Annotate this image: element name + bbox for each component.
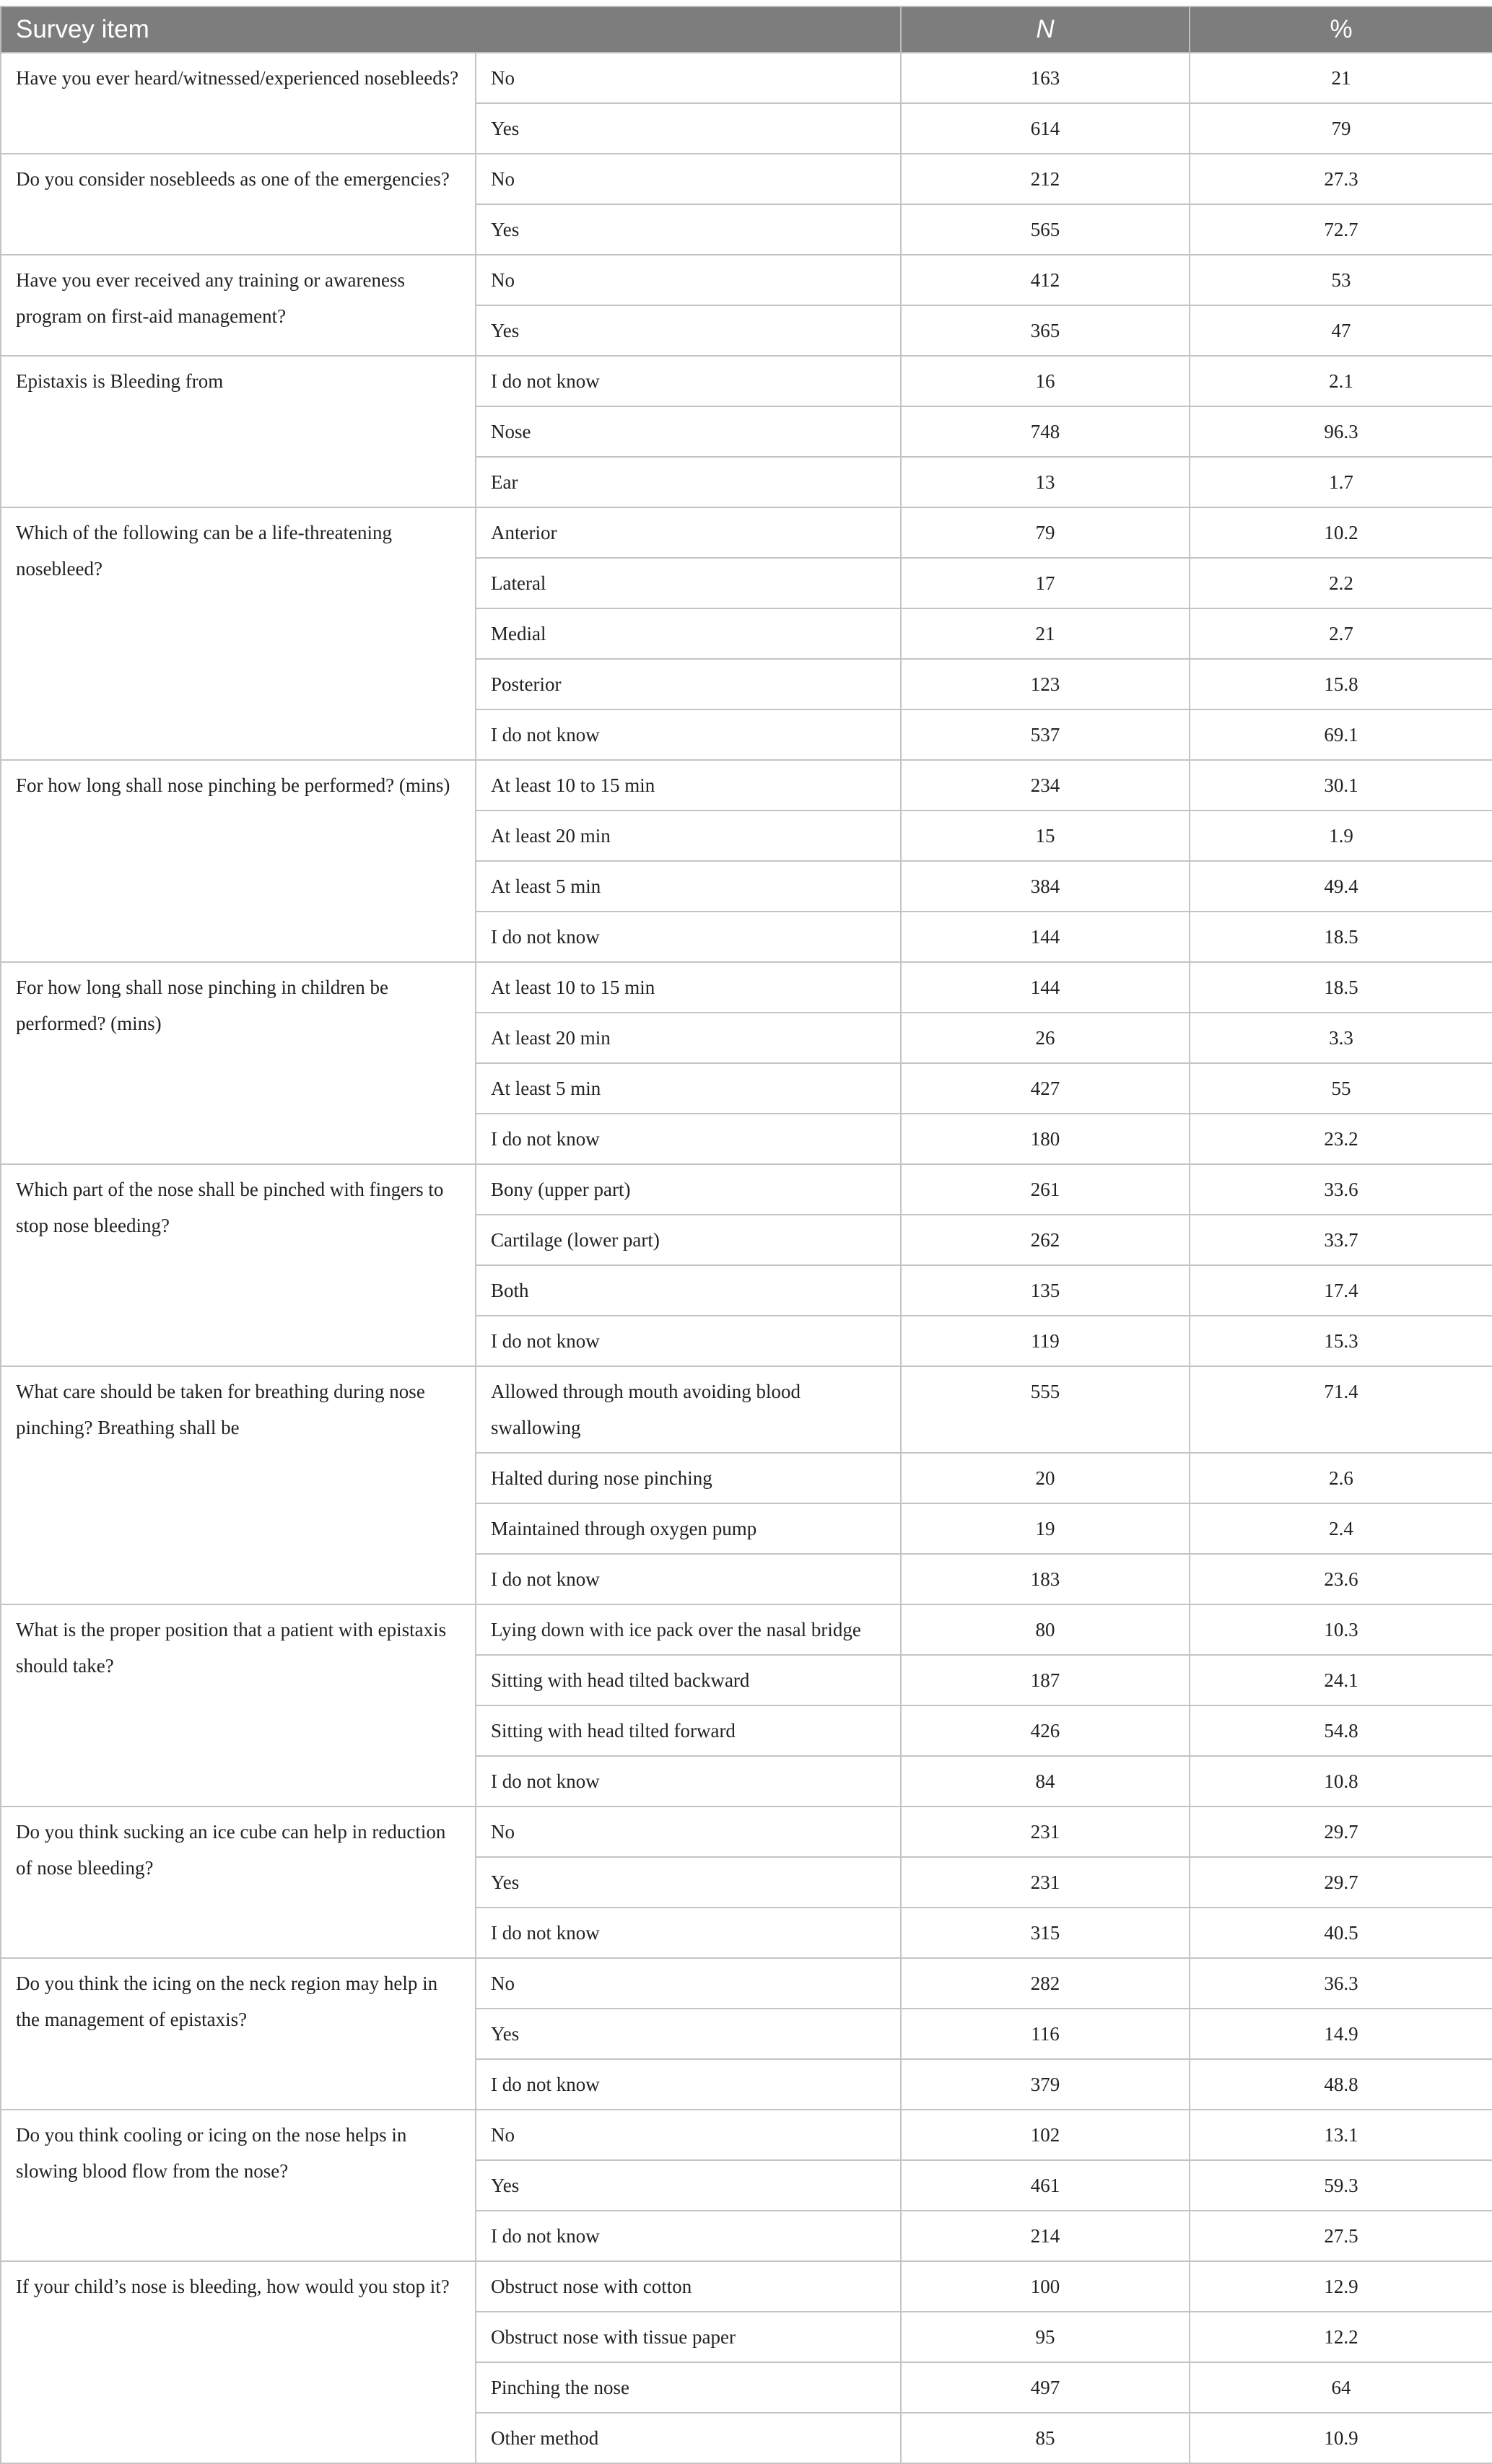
response-cell: Allowed through mouth avoiding blood swallowing (476, 1366, 901, 1453)
count-cell: 537 (901, 709, 1190, 760)
response-cell: Maintained through oxygen pump (476, 1503, 901, 1554)
table-row (1, 1366, 1492, 1453)
table-header (1, 6, 1492, 53)
response-cell: I do not know (476, 1756, 901, 1807)
response-cell: I do not know (476, 1114, 901, 1164)
count-cell: 231 (901, 1857, 1190, 1908)
response-cell: At least 20 min (476, 1013, 901, 1063)
survey-item-cell: For how long shall nose pinching be performed? (mins) (1, 760, 476, 962)
count-cell: 13 (901, 457, 1190, 507)
percent-cell: 79 (1190, 103, 1492, 154)
response-cell: I do not know (476, 2211, 901, 2261)
table-row (1, 356, 1492, 406)
count-cell: 85 (901, 2413, 1190, 2463)
survey-item-cell: Have you ever heard/witnessed/experienced nosebleeds? (1, 53, 476, 154)
percent-cell: 47 (1190, 305, 1492, 356)
response-cell: I do not know (476, 709, 901, 760)
percent-cell: 49.4 (1190, 861, 1492, 912)
count-cell: 565 (901, 204, 1190, 255)
count-cell: 234 (901, 760, 1190, 811)
response-cell: Anterior (476, 507, 901, 558)
response-cell: Cartilage (lower part) (476, 1215, 901, 1265)
count-cell: 262 (901, 1215, 1190, 1265)
percent-cell: 27.5 (1190, 2211, 1492, 2261)
percent-cell: 13.1 (1190, 2110, 1492, 2160)
response-cell: Yes (476, 2160, 901, 2211)
count-cell: 123 (901, 659, 1190, 709)
response-cell: I do not know (476, 912, 901, 962)
survey-table (0, 6, 1492, 2464)
table-row (1, 2110, 1492, 2160)
response-cell: Yes (476, 1857, 901, 1908)
percent-cell: 2.4 (1190, 1503, 1492, 1554)
response-cell: Lying down with ice pack over the nasal bridge (476, 1604, 901, 1655)
response-cell: Both (476, 1265, 901, 1316)
header-row (1, 6, 1492, 53)
percent-cell: 15.3 (1190, 1316, 1492, 1366)
survey-item-cell: What care should be taken for breathing during nose pinching? Breathing shall be (1, 1366, 476, 1604)
response-cell: Bony (upper part) (476, 1164, 901, 1215)
percent-cell: 2.6 (1190, 1453, 1492, 1503)
response-cell: Medial (476, 608, 901, 659)
count-cell: 231 (901, 1807, 1190, 1857)
response-cell: Obstruct nose with cotton (476, 2261, 901, 2312)
response-cell: Halted during nose pinching (476, 1453, 901, 1503)
percent-cell: 48.8 (1190, 2059, 1492, 2110)
count-cell: 15 (901, 811, 1190, 861)
survey-item-cell: Do you consider nosebleeds as one of the emergencies? (1, 154, 476, 255)
percent-cell: 96.3 (1190, 406, 1492, 457)
percent-cell: 15.8 (1190, 659, 1492, 709)
response-cell: At least 5 min (476, 861, 901, 912)
response-cell: I do not know (476, 2059, 901, 2110)
count-cell: 79 (901, 507, 1190, 558)
response-cell: I do not know (476, 356, 901, 406)
table-row (1, 962, 1492, 1013)
response-cell: I do not know (476, 1316, 901, 1366)
response-cell: At least 20 min (476, 811, 901, 861)
response-cell: At least 10 to 15 min (476, 962, 901, 1013)
count-cell: 19 (901, 1503, 1190, 1554)
survey-item-cell: Have you ever received any training or awareness program on first-aid management? (1, 255, 476, 356)
percent-cell: 59.3 (1190, 2160, 1492, 2211)
percent-cell: 2.1 (1190, 356, 1492, 406)
count-cell: 100 (901, 2261, 1190, 2312)
count-cell: 427 (901, 1063, 1190, 1114)
percent-cell: 23.6 (1190, 1554, 1492, 1604)
count-cell: 261 (901, 1164, 1190, 1215)
percent-cell: 23.2 (1190, 1114, 1492, 1164)
percent-cell: 69.1 (1190, 709, 1492, 760)
response-cell: Yes (476, 2009, 901, 2059)
percent-cell: 17.4 (1190, 1265, 1492, 1316)
table-row (1, 1807, 1492, 1857)
count-cell: 116 (901, 2009, 1190, 2059)
table-row (1, 255, 1492, 305)
percent-cell: 24.1 (1190, 1655, 1492, 1705)
count-cell: 384 (901, 861, 1190, 912)
percent-cell: 29.7 (1190, 1807, 1492, 1857)
response-cell: Lateral (476, 558, 901, 608)
table-row (1, 154, 1492, 204)
count-cell: 497 (901, 2362, 1190, 2413)
header-survey-item: Survey item (1, 6, 901, 53)
response-cell: Yes (476, 305, 901, 356)
percent-cell: 3.3 (1190, 1013, 1492, 1063)
survey-item-cell: For how long shall nose pinching in children be performed? (mins) (1, 962, 476, 1164)
survey-item-cell: What is the proper position that a patient with epistaxis should take? (1, 1604, 476, 1807)
response-cell: Other method (476, 2413, 901, 2463)
table-body (1, 53, 1492, 2463)
count-cell: 187 (901, 1655, 1190, 1705)
response-cell: Yes (476, 204, 901, 255)
percent-cell: 10.3 (1190, 1604, 1492, 1655)
count-cell: 180 (901, 1114, 1190, 1164)
count-cell: 214 (901, 2211, 1190, 2261)
percent-cell: 64 (1190, 2362, 1492, 2413)
count-cell: 102 (901, 2110, 1190, 2160)
percent-cell: 10.8 (1190, 1756, 1492, 1807)
header-n: N (901, 6, 1190, 53)
percent-cell: 33.7 (1190, 1215, 1492, 1265)
table-row (1, 507, 1492, 558)
table-row (1, 1958, 1492, 2009)
percent-cell: 12.2 (1190, 2312, 1492, 2362)
count-cell: 95 (901, 2312, 1190, 2362)
count-cell: 212 (901, 154, 1190, 204)
count-cell: 461 (901, 2160, 1190, 2211)
response-cell: At least 10 to 15 min (476, 760, 901, 811)
response-cell: Sitting with head tilted forward (476, 1705, 901, 1756)
percent-cell: 18.5 (1190, 912, 1492, 962)
header-percent: % (1190, 6, 1492, 53)
response-cell: No (476, 154, 901, 204)
table-row (1, 1164, 1492, 1215)
response-cell: I do not know (476, 1554, 901, 1604)
response-cell: Posterior (476, 659, 901, 709)
response-cell: Pinching the nose (476, 2362, 901, 2413)
survey-item-cell: Which part of the nose shall be pinched with fingers to stop nose bleeding? (1, 1164, 476, 1366)
response-cell: Obstruct nose with tissue paper (476, 2312, 901, 2362)
percent-cell: 36.3 (1190, 1958, 1492, 2009)
table-row (1, 2261, 1492, 2312)
count-cell: 282 (901, 1958, 1190, 2009)
percent-cell: 55 (1190, 1063, 1492, 1114)
percent-cell: 2.7 (1190, 608, 1492, 659)
response-cell: No (476, 2110, 901, 2160)
count-cell: 21 (901, 608, 1190, 659)
response-cell: No (476, 1807, 901, 1857)
count-cell: 20 (901, 1453, 1190, 1503)
percent-cell: 54.8 (1190, 1705, 1492, 1756)
percent-cell: 12.9 (1190, 2261, 1492, 2312)
survey-item-cell: If your child’s nose is bleeding, how would you stop it? (1, 2261, 476, 2463)
percent-cell: 21 (1190, 53, 1492, 103)
count-cell: 80 (901, 1604, 1190, 1655)
survey-item-cell: Which of the following can be a life-threatening nosebleed? (1, 507, 476, 760)
count-cell: 119 (901, 1316, 1190, 1366)
survey-item-cell: Do you think the icing on the neck region may help in the management of epistaxis? (1, 1958, 476, 2110)
response-cell: No (476, 255, 901, 305)
count-cell: 16 (901, 356, 1190, 406)
survey-item-cell: Epistaxis is Bleeding from (1, 356, 476, 507)
survey-item-cell: Do you think cooling or icing on the nose helps in slowing blood flow from the nose? (1, 2110, 476, 2261)
percent-cell: 33.6 (1190, 1164, 1492, 1215)
count-cell: 84 (901, 1756, 1190, 1807)
percent-cell: 2.2 (1190, 558, 1492, 608)
count-cell: 144 (901, 912, 1190, 962)
count-cell: 426 (901, 1705, 1190, 1756)
count-cell: 379 (901, 2059, 1190, 2110)
percent-cell: 53 (1190, 255, 1492, 305)
percent-cell: 14.9 (1190, 2009, 1492, 2059)
count-cell: 555 (901, 1366, 1190, 1453)
count-cell: 315 (901, 1908, 1190, 1958)
response-cell: No (476, 53, 901, 103)
count-cell: 183 (901, 1554, 1190, 1604)
table-row (1, 53, 1492, 103)
percent-cell: 71.4 (1190, 1366, 1492, 1453)
count-cell: 365 (901, 305, 1190, 356)
percent-cell: 10.2 (1190, 507, 1492, 558)
count-cell: 163 (901, 53, 1190, 103)
percent-cell: 30.1 (1190, 760, 1492, 811)
response-cell: Ear (476, 457, 901, 507)
percent-cell: 40.5 (1190, 1908, 1492, 1958)
count-cell: 144 (901, 962, 1190, 1013)
response-cell: No (476, 1958, 901, 2009)
percent-cell: 72.7 (1190, 204, 1492, 255)
count-cell: 412 (901, 255, 1190, 305)
percent-cell: 10.9 (1190, 2413, 1492, 2463)
percent-cell: 29.7 (1190, 1857, 1492, 1908)
survey-item-cell: Do you think sucking an ice cube can help in reduction of nose bleeding? (1, 1807, 476, 1958)
count-cell: 26 (901, 1013, 1190, 1063)
response-cell: Nose (476, 406, 901, 457)
table-row (1, 1604, 1492, 1655)
table-row (1, 760, 1492, 811)
percent-cell: 27.3 (1190, 154, 1492, 204)
response-cell: I do not know (476, 1908, 901, 1958)
percent-cell: 18.5 (1190, 962, 1492, 1013)
response-cell: At least 5 min (476, 1063, 901, 1114)
response-cell: Yes (476, 103, 901, 154)
count-cell: 135 (901, 1265, 1190, 1316)
count-cell: 17 (901, 558, 1190, 608)
response-cell: Sitting with head tilted backward (476, 1655, 901, 1705)
percent-cell: 1.7 (1190, 457, 1492, 507)
percent-cell: 1.9 (1190, 811, 1492, 861)
count-cell: 614 (901, 103, 1190, 154)
count-cell: 748 (901, 406, 1190, 457)
